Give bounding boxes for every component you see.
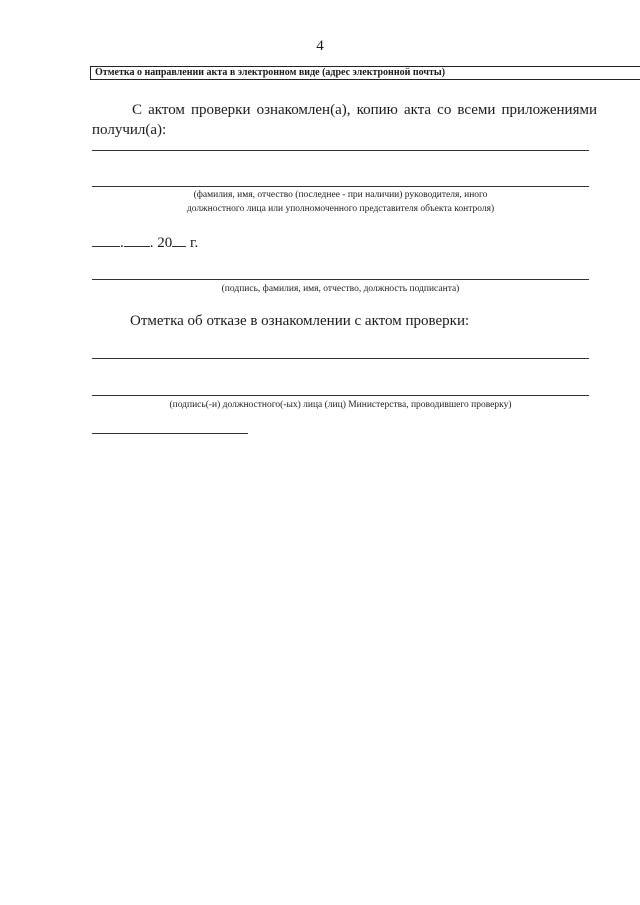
- official-caption: (подпись(-и) должностного(-ых) лица (лиц) Министерства, проводившего проверку): [169, 400, 512, 410]
- date-separator: .: [120, 235, 124, 251]
- footnote-separator: [92, 433, 248, 434]
- date-suffix: г.: [190, 235, 199, 251]
- recipient-caption: [92, 188, 589, 216]
- refusal-line-2: [92, 395, 589, 396]
- page-number: 4: [316, 38, 324, 54]
- date-field: [92, 232, 198, 252]
- recipient-caption-line-2: должностного лица или уполномоченного представителя объекта контроля): [186, 204, 495, 214]
- refusal-heading: Отметка об отказе в ознакомлении с актом проверки:: [130, 313, 470, 329]
- month-blank: [124, 232, 150, 247]
- date-year-prefix: . 20: [149, 235, 173, 251]
- signer-signature-line: [92, 279, 589, 280]
- signer-caption: (подпись, фамилия, имя, отчество, должность подписанта): [221, 284, 460, 294]
- recipient-caption-line-1: (фамилия, имя, отчество (последнее - при наличии) руководителя, иного: [193, 190, 488, 200]
- recipient-signature-line-1: [92, 150, 589, 151]
- refusal-line-1: [92, 358, 589, 359]
- recipient-signature-line-2: [92, 186, 589, 187]
- year-blank: [172, 232, 186, 247]
- email-delivery-note: Отметка о направлении акта в электронном виде (адрес электронной почты): [90, 66, 640, 80]
- acknowledgement-text: С актом проверки ознакомлен(а), копию акта со всеми приложениями получил(а):: [92, 102, 597, 138]
- day-blank: [92, 232, 120, 247]
